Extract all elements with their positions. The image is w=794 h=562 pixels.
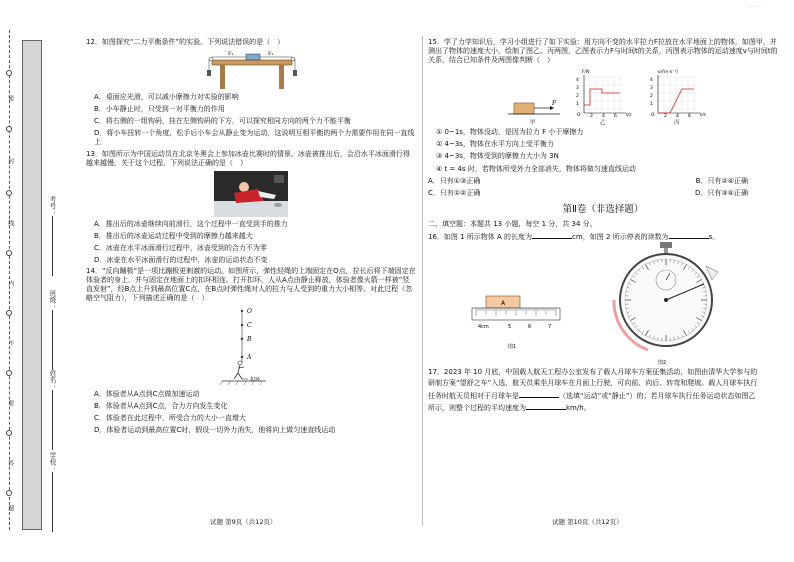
- tick-label: 1: [576, 102, 579, 108]
- tick-label: 2: [650, 94, 653, 100]
- point-c: C: [247, 321, 252, 329]
- axis-label: v/(m·s⁻¹): [658, 70, 679, 76]
- seal-text: 封: [6, 158, 14, 164]
- field-label: 考号：: [48, 196, 57, 216]
- seal-dot: [6, 126, 12, 132]
- axis-label: F/N: [582, 70, 590, 76]
- left-page: [86, 38, 416, 437]
- tick-label: 6: [688, 114, 691, 120]
- q17-line: 17．2023 年 10 月底，中国载人航天工程办公室发布了载人月球车方案征集活动，如图由清华大学参与的: [428, 368, 758, 377]
- option-d[interactable]: D．只有③④正确: [695, 188, 748, 197]
- option-d[interactable]: D．将小车扭转一个角度，松手后小车会从静止变为运动，这说明互相平衡的两个力需要作用在同一直线上: [94, 129, 415, 147]
- q17-text: （选填“运动”或“静止”）的；若月球车执行任务运动状态如图乙: [559, 391, 756, 400]
- q17-line: 研制方案“望舒之车”入选，航天员乘坐月球车在月面上行驶，可向前、向后、转弯和爬坡。载人月球车执行: [428, 379, 758, 388]
- option-a[interactable]: A．体验者从A点到C点做加速运动: [94, 389, 200, 398]
- ruler-label: 4cm: [478, 324, 489, 331]
- name-field[interactable]: [48, 370, 56, 450]
- f1-label: F₁: [228, 51, 234, 58]
- field-label: 学校：: [48, 452, 57, 472]
- seal-dot: [6, 370, 12, 376]
- seal-text: 线: [6, 220, 14, 226]
- seal-text: 题: [6, 505, 14, 511]
- seal-text: 密: [6, 95, 14, 101]
- tick-label: 4: [676, 114, 679, 120]
- question-16: [428, 232, 778, 367]
- question-12: [86, 38, 416, 148]
- axis-label: t/s: [626, 113, 632, 119]
- seal-text: 内: [6, 280, 14, 286]
- tick-label: 4: [602, 114, 605, 120]
- option-a[interactable]: A．桌面应光滑，可以减小摩擦力对实验的影响: [94, 93, 239, 102]
- page-footer-left: 试题 第9页（共12页）: [210, 518, 277, 526]
- figure-bing-chart: [646, 67, 710, 125]
- figure-caption: 图1: [508, 344, 517, 351]
- ring-label: 扣环: [250, 376, 261, 383]
- tick-label: 3: [576, 86, 579, 92]
- right-page: [428, 38, 778, 415]
- page-divider: [422, 36, 423, 526]
- figure-caption: 甲: [530, 120, 536, 126]
- tick-label: 2: [590, 114, 593, 120]
- seal-text: 不: [6, 340, 14, 346]
- statement-4: ④ t = 4s 时，若物体所受外力全部消失，物体将做匀速直线运动: [436, 164, 636, 173]
- statement-2: ② 4~3s，物体在水平方向上受平衡力: [436, 140, 554, 149]
- option-b[interactable]: B．只有②④正确: [695, 176, 748, 185]
- statement-1: ① 0~1s，物体没动，是因为拉力 F 小于摩擦力: [436, 128, 584, 137]
- tick-label: 6: [614, 114, 617, 120]
- answer-blank[interactable]: [532, 232, 572, 239]
- curling-photo: [214, 171, 288, 217]
- option-b[interactable]: B．小车静止时，只受到一对平衡力的作用: [94, 105, 225, 114]
- q15-figures: [506, 67, 778, 125]
- stopwatch-figure: [608, 240, 728, 366]
- tick-label: 2: [576, 94, 579, 100]
- option-b[interactable]: B．体验者从A点到C点，合力方向发生变化: [94, 401, 228, 410]
- seal-dot: [6, 310, 12, 316]
- fill-intro: 二、填空题：本题共 13 小题，每空 1 分，共 34 分。: [428, 220, 597, 229]
- field-label: 姓名：: [48, 370, 57, 390]
- seal-dot: [6, 250, 12, 256]
- option-c[interactable]: C．只有①②正确: [428, 188, 481, 197]
- tick-label: 4: [650, 78, 653, 84]
- question-15: [428, 38, 778, 198]
- q17-text: 所示，则整个过程的平均速度为: [428, 403, 526, 412]
- option-b[interactable]: B．推出后的冰壶运动过程中受到的摩擦力越来越大: [94, 231, 253, 240]
- binding-margin: [0, 0, 58, 562]
- option-d[interactable]: D．冰壶在水平冰面滑行的过程中，冰壶的运动状态不变: [94, 256, 268, 265]
- q16-text: s。: [708, 233, 720, 242]
- origin-label: O: [651, 113, 655, 119]
- section-title: 第Ⅱ卷（非选择题）: [562, 203, 644, 215]
- seal-dot: [6, 190, 12, 196]
- point-o: O: [247, 307, 252, 315]
- statement-3: ③ 4~3s，物体受到的摩擦力大小为 3N: [436, 152, 559, 161]
- q16-text: 16．如图 1 所示物体 A 的长度为: [428, 233, 533, 242]
- axis-label: t/s: [700, 113, 706, 119]
- option-row: [428, 189, 778, 198]
- option-c[interactable]: C．冰壶在水平冰面滑行过程中，冰壶受到的合力不为零: [94, 243, 267, 252]
- question-stem: 12．如图探究“二力平衡条件”的实验。下列说法错误的是（ ）: [86, 38, 285, 46]
- question-13: [86, 150, 416, 266]
- seal-dot: [6, 490, 12, 496]
- option-row: [428, 177, 778, 186]
- page-footer-right: 试题 第10页（共12页）: [552, 518, 623, 526]
- school-field[interactable]: [48, 452, 56, 532]
- class-field[interactable]: [48, 290, 56, 370]
- figure-caption: 乙: [600, 120, 606, 126]
- tick-label: 2: [664, 114, 667, 120]
- point-b: B: [247, 335, 252, 343]
- q17-line: [428, 403, 778, 413]
- seal-dot: [6, 430, 12, 436]
- option-a[interactable]: A．只有①③正确: [428, 176, 481, 185]
- point-a: A: [247, 353, 252, 361]
- seal-strip: [22, 40, 42, 530]
- option-d[interactable]: D．体验者运动到最高位置C时，假设一切外力消失，他将向上做匀速直线运动: [94, 425, 336, 434]
- q16-figures: [428, 244, 778, 367]
- origin-label: O: [577, 113, 581, 119]
- question-stem: 13．如图所示为中国运动员在北京冬奥会上参加冰壶比赛时的情景。冰壶被推出后，会沿水平冰面滑行得越来越慢，关于这个过程，下列说法正确的是（ ）: [86, 149, 410, 167]
- force-label: F: [552, 100, 557, 108]
- q16-text: cm，如图 2 所示停表的读数为: [572, 233, 669, 242]
- question-stem: 14．“反向蹦极”是一项比蹦极更刺激的运动。如图所示，弹性轻绳的上端固定在O点，拉长后将下端固定在体验者的身上，并与固定在地面上的扣环相连。打开扣环，人从A点由静止释放，体验者像火箭一样被“竖直发射”，经B点上升到最高位置C点，在B点时弹性绳对人的拉力与人受到的重力大小相等。对此过程（忽略空气阻力），下列描述正确的是（ ）: [86, 267, 416, 303]
- q17-text: 任务时航天员相对于月球车是: [428, 391, 519, 400]
- option-c[interactable]: C．体验者在此过程中，所受合力的大小一直增大: [94, 413, 246, 422]
- q17-line: [428, 391, 778, 401]
- option-c[interactable]: C．将右侧的一组钩码，挂在左侧钩码的下方，可以探究相同方向的两个力不能平衡: [94, 117, 351, 126]
- ruler-label: 5: [508, 324, 512, 331]
- f2-label: F₂: [268, 51, 274, 58]
- q17-text: km/h。: [566, 403, 591, 412]
- figure-jia: [506, 85, 562, 125]
- seal-dot: [6, 70, 12, 76]
- tick-label: 1: [650, 102, 653, 108]
- figure-caption: 丙: [674, 120, 680, 126]
- figure-caption: 图2: [658, 360, 667, 367]
- question-14: [86, 267, 416, 435]
- ruler-label: 7: [548, 324, 552, 331]
- ruler-figure: [468, 290, 564, 350]
- question-17: [428, 368, 778, 412]
- answer-blank[interactable]: [669, 232, 709, 239]
- reverse-bungee-figure: [218, 307, 278, 387]
- balance-experiment-figure: [202, 50, 302, 90]
- figure-yi-chart: [572, 67, 636, 125]
- seal-text: 答: [6, 460, 14, 466]
- block-label: A: [501, 300, 506, 308]
- ruler-label: 6: [528, 324, 532, 331]
- tick-label: 3: [650, 86, 653, 92]
- tick-label: 4: [576, 78, 579, 84]
- question-stem: 15．学了力学知识后，学习小组进行了如下实验：用方向不变的水平拉力F拉放在水平地面上的物体，如图甲，并测出了物体的速度大小，绘制了图乙、丙两图，乙图表示力F与时间t的关系，丙图表示物体的运动速度v与时间t的关系，结合已知条件及两图像判断（ ）: [428, 38, 778, 65]
- field-label: 班级：: [48, 290, 57, 310]
- page-stamp: · · · · ·: [746, 4, 764, 11]
- exam-number-field[interactable]: [48, 196, 56, 276]
- option-a[interactable]: A．推出后的冰壶继续向前滑行，这个过程中一直受到手的推力: [94, 219, 288, 228]
- answer-blank[interactable]: [519, 391, 559, 398]
- seal-text: 要: [6, 400, 14, 406]
- answer-blank[interactable]: [526, 403, 566, 410]
